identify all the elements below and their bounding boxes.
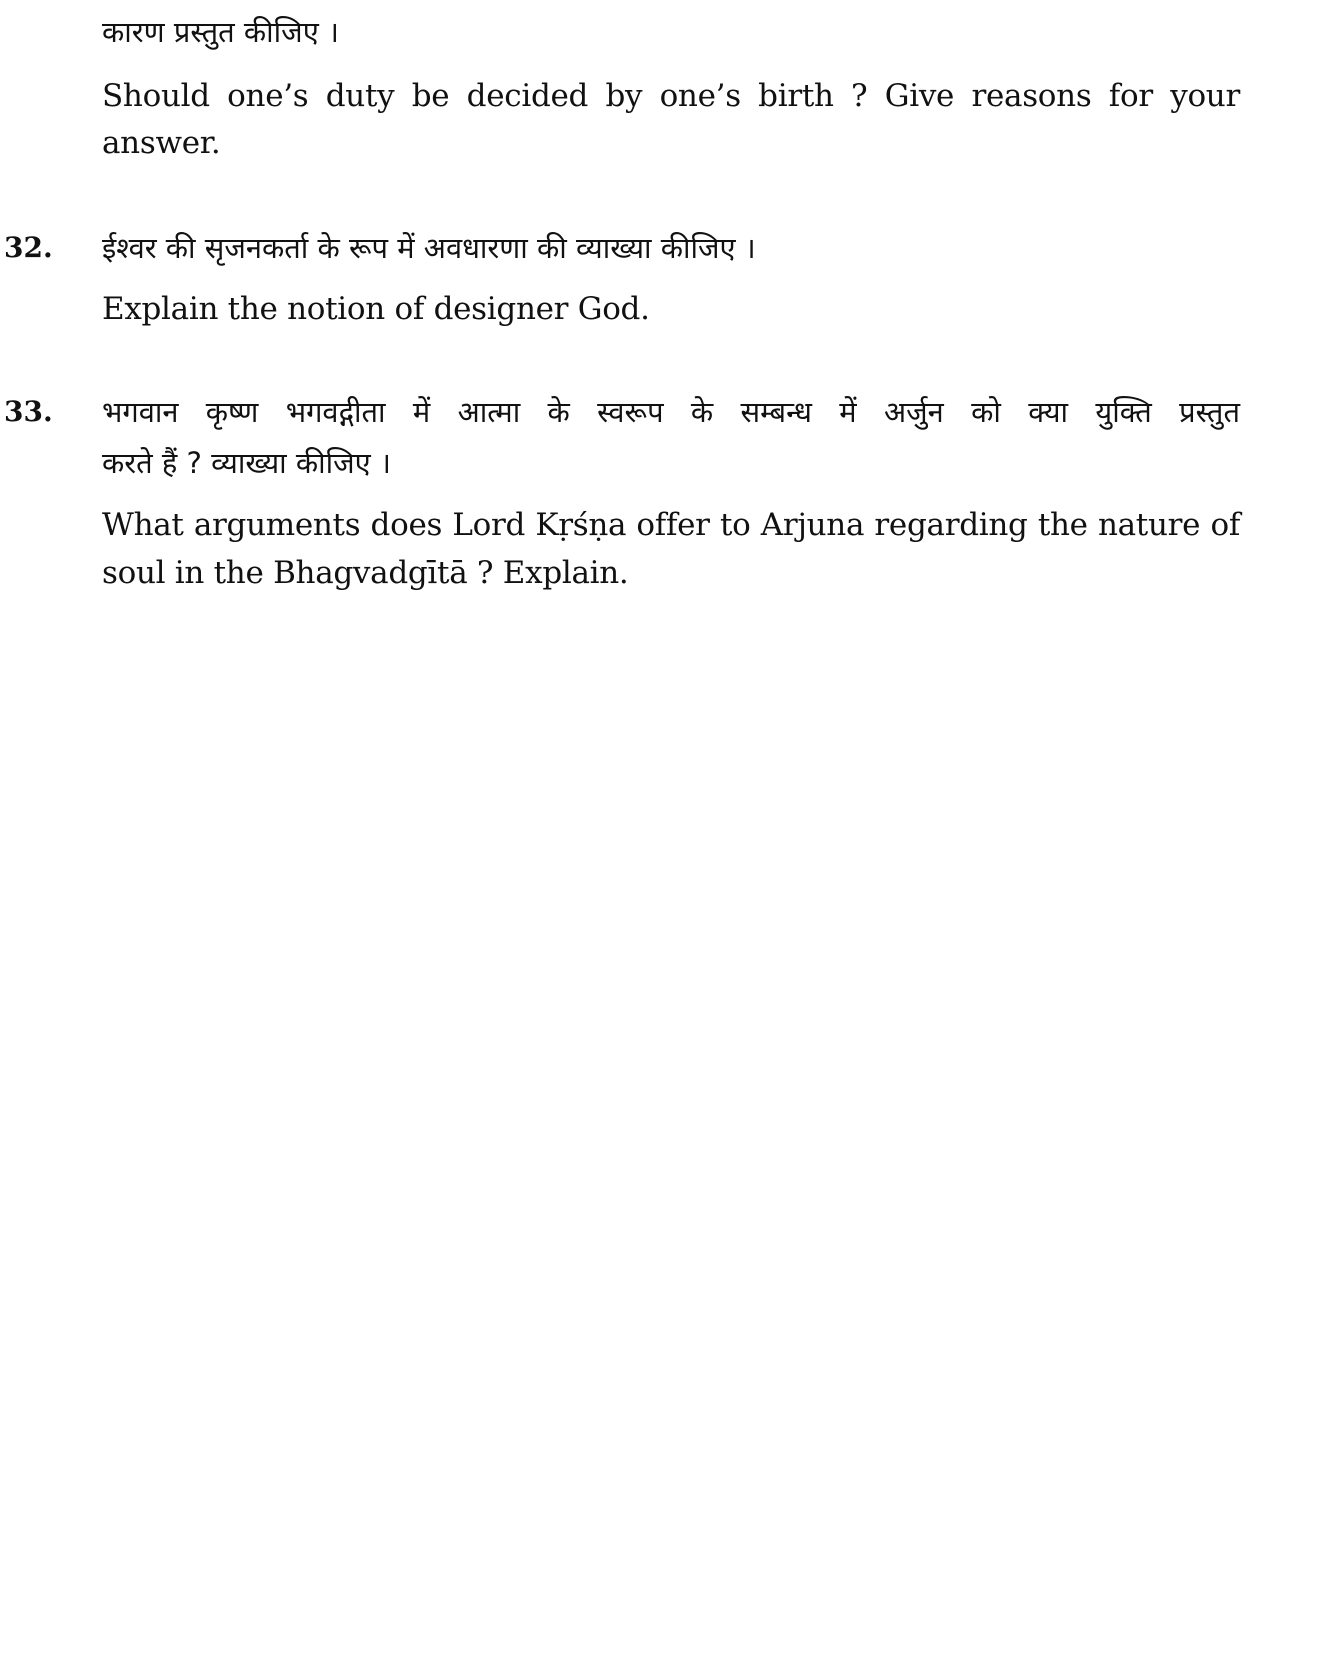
q32-hindi-text: ईश्वर की सृजनकर्ता के रूप में अवधारणा की व्याख्या कीजिए । [102,231,756,265]
q33-hindi-line-1: भगवान कृष्ण भगवद्गीता में आत्मा के स्वरूप के सम्बन्ध में अर्जुन को क्या युक्ति प्रस्तुत [102,395,1240,429]
q31-english-line-1: Should one’s duty be decided by one’s birth ? Give reasons for your [102,78,1240,114]
q32-number: 32. [4,231,53,264]
q31-english-line-2: answer. [102,125,221,161]
q33-hindi-line-2: करते हैं ? व्याख्या कीजिए । [102,446,391,480]
q33-number: 33. [4,395,53,428]
q33-english-line-2: soul in the Bhagvadgītā ? Explain. [102,555,629,591]
q32-english-text: Explain the notion of designer God. [102,291,650,327]
q31-hindi-text: कारण प्रस्तुत कीजिए । [102,15,339,49]
q33-english-line-1: What arguments does Lord Kṛśṇa offer to Arjuna regarding the nature of [102,507,1240,543]
